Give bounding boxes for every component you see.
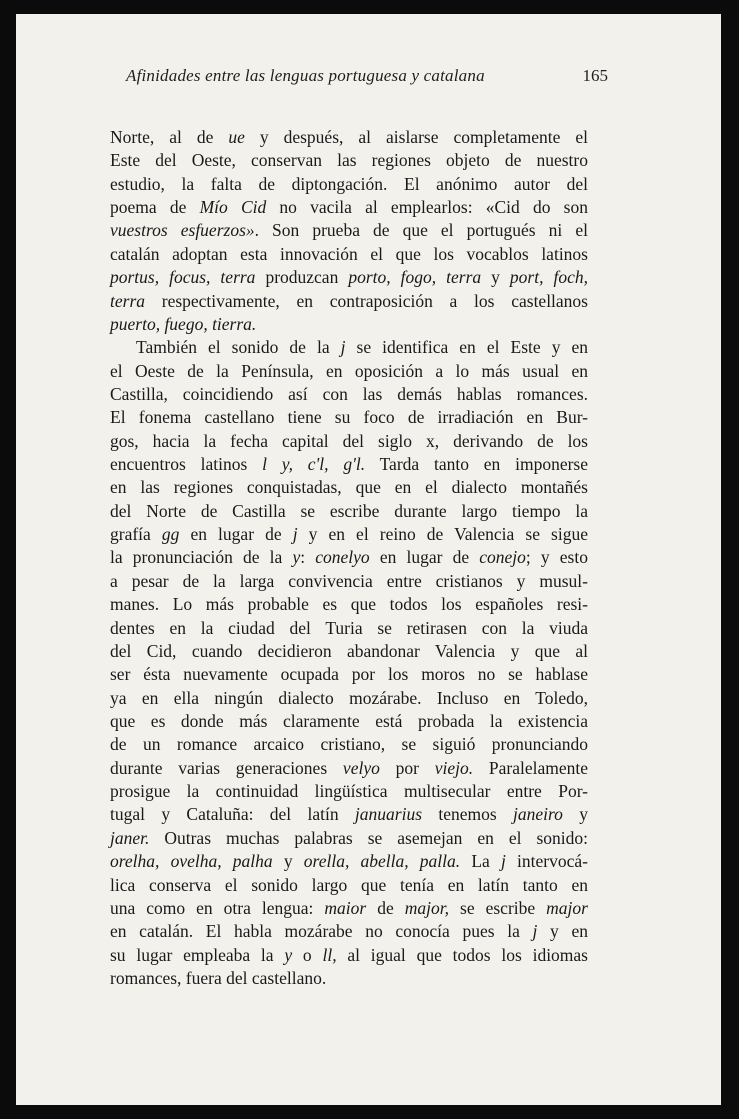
- text-line: [110, 149, 588, 172]
- text-run: su lugar empleaba la: [110, 944, 285, 965]
- text-run: a pesar de la larga convivencia entre cristianos y musul-: [110, 570, 588, 591]
- text-run: grafía: [110, 524, 162, 545]
- text-line: [110, 687, 588, 710]
- text-run: y después, al aislarse completamente el: [244, 127, 588, 147]
- text-run: en lugar de: [369, 547, 480, 568]
- text-line: [110, 243, 588, 266]
- text-line: [110, 944, 588, 967]
- text-run: que es donde más claramente está probada la existencia: [110, 710, 588, 731]
- italic-term: januarius: [354, 804, 423, 825]
- italic-term: j: [532, 921, 538, 942]
- text-run: se escribe: [449, 897, 547, 918]
- text-run: durante varias generaciones: [110, 757, 343, 778]
- text-run: y: [481, 267, 510, 288]
- text-run: y en el reino de Valencia se sigue: [297, 524, 588, 545]
- text-run: o: [292, 944, 323, 965]
- page-number: 165: [582, 66, 608, 85]
- text-run: y en: [537, 921, 588, 942]
- text-line: [110, 593, 588, 616]
- italic-term: conejo: [479, 547, 526, 568]
- text-run: El fonema castellano tiene su foco de irradiación en Bur-: [110, 407, 588, 428]
- text-run: Este del Oeste, conservan las regiones objeto de nuestro: [110, 150, 588, 171]
- italic-term: janer.: [110, 827, 150, 848]
- text-run: tenemos: [422, 804, 514, 825]
- italic-term: gg: [161, 524, 180, 545]
- italic-term: port, foch,: [509, 267, 588, 288]
- italic-term: vuestros esfuerzos»: [110, 220, 255, 241]
- italic-term: y: [284, 944, 293, 965]
- text-line: [110, 920, 588, 943]
- text-run: catalán adoptan esta innovación el que los vocablos latinos: [110, 243, 588, 264]
- text-line: [110, 219, 588, 242]
- text-run: y: [272, 851, 304, 872]
- italic-term: y: [292, 547, 301, 568]
- italic-term: l y, c'l, g'l.: [262, 454, 366, 475]
- body-text: [110, 126, 588, 990]
- italic-term: ue: [228, 127, 245, 147]
- italic-term: j: [340, 337, 346, 358]
- text-line: [110, 500, 588, 523]
- italic-term: ll,: [322, 944, 337, 965]
- text-run: :: [300, 547, 316, 568]
- text-run: Castilla, coincidiendo así con las demás hablas romances.: [110, 383, 588, 404]
- text-line: [110, 336, 588, 359]
- italic-term: orelha, ovelha, palha: [110, 851, 273, 872]
- text-run: del Norte de Castilla se escribe durante largo tiempo la: [110, 500, 588, 521]
- text-run: prosigue la continuidad lingüística multisecular entre Por-: [110, 781, 588, 802]
- text-run: También el sonido de la: [136, 337, 341, 358]
- text-run: de un romance arcaico cristiano, se siguió pronunciando: [110, 734, 588, 755]
- text-run: del Cid, cuando decidieron abandonar Valencia y que al: [110, 640, 588, 661]
- text-run: Norte, al de: [110, 127, 229, 147]
- text-run: intervocá-: [505, 851, 588, 872]
- text-run: Tarda tanto en imponerse: [365, 454, 589, 475]
- text-run: gos, hacia la fecha capital del siglo x, derivando de los: [110, 430, 588, 451]
- text-run: . Son prueba de que el portugués ni el: [254, 220, 588, 241]
- text-run: estudio, la falta de diptongación. El anónimo autor del: [110, 173, 588, 194]
- text-line: [110, 710, 588, 733]
- text-run: ya en ella ningún dialecto mozárabe. Incluso en Toledo,: [110, 687, 588, 708]
- italic-term: j: [501, 851, 506, 872]
- text-run: ser ésta nuevamente ocupada por los moros no se hablase: [110, 664, 588, 685]
- text-run: en las regiones conquistadas, que en el dialecto montañés: [110, 477, 588, 498]
- text-run: Outras muchas palabras se asemejan en el sonido:: [149, 827, 588, 848]
- italic-term: puerto, fuego, tierra.: [110, 313, 257, 334]
- text-line: [110, 757, 588, 780]
- text-line: [110, 453, 588, 476]
- italic-term: porto, fogo, terra: [348, 267, 482, 288]
- text-line: [110, 266, 588, 289]
- text-run: el Oeste de la Península, en oposición a lo más usual en: [110, 360, 588, 381]
- text-run: al igual que todos los idiomas: [336, 944, 588, 965]
- text-run: encuentros latinos: [110, 454, 263, 475]
- italic-term: terra: [110, 290, 145, 311]
- text-line: [110, 383, 588, 406]
- text-run: por: [379, 757, 435, 778]
- text-run: y: [562, 804, 588, 825]
- text-line: [110, 546, 588, 569]
- text-line: [110, 430, 588, 453]
- running-title: Afinidades entre las lenguas portuguesa y catalana: [126, 66, 485, 85]
- text-run: no vacila al emplearlos: «Cid do son: [266, 197, 588, 218]
- italic-term: janeiro: [513, 804, 563, 825]
- italic-term: Mío Cid: [199, 197, 267, 218]
- italic-term: major,: [404, 897, 450, 918]
- text-run: produzcan: [255, 267, 349, 288]
- text-line: [110, 780, 588, 803]
- italic-term: maior: [324, 897, 367, 918]
- text-run: ; y esto: [525, 547, 588, 568]
- text-run: La: [460, 851, 501, 872]
- text-line: [110, 523, 588, 546]
- text-line: [110, 360, 588, 383]
- text-line: [110, 803, 588, 826]
- text-run: manes. Lo más probable es que todos los españoles resi-: [110, 594, 588, 615]
- text-line: [110, 617, 588, 640]
- text-line: [110, 850, 588, 873]
- text-line: [110, 406, 588, 429]
- italic-term: conelyo: [315, 547, 370, 568]
- italic-term: orella, abella, palla.: [303, 851, 461, 872]
- text-line: [110, 570, 588, 593]
- text-run: de: [366, 897, 405, 918]
- text-line: [110, 173, 588, 196]
- text-line: [110, 897, 588, 920]
- text-line: [110, 874, 588, 897]
- text-run: romances, fuera del castellano.: [110, 967, 327, 988]
- italic-term: viejo.: [434, 757, 474, 778]
- italic-term: j: [292, 524, 298, 545]
- italic-term: portus, focus, terra: [110, 267, 256, 288]
- page-header: [126, 66, 608, 96]
- text-line: [110, 733, 588, 756]
- text-run: se identifica en el Este y en: [345, 337, 588, 358]
- italic-term: velyo: [342, 757, 380, 778]
- text-run: lica conserva el sonido largo que tenía en latín tanto en: [110, 874, 588, 895]
- text-line: [110, 827, 588, 850]
- text-line: [110, 313, 588, 336]
- text-run: respectivamente, en contraposición a los castellanos: [145, 290, 588, 311]
- text-run: en catalán. El habla mozárabe no conocía pues la: [110, 921, 533, 942]
- text-run: dentes en la ciudad del Turia se retirasen con la viuda: [110, 617, 588, 638]
- italic-term: major: [546, 897, 588, 918]
- text-run: en lugar de: [179, 524, 293, 545]
- text-line: [110, 126, 588, 149]
- text-line: [110, 196, 588, 219]
- text-line: [110, 640, 588, 663]
- text-line: [110, 290, 588, 313]
- text-run: la pronunciación de la: [110, 547, 293, 568]
- text-run: poema de: [110, 197, 200, 218]
- text-line: [110, 663, 588, 686]
- text-run: tugal y Cataluña: del latín: [110, 804, 355, 825]
- text-line: [110, 476, 588, 499]
- text-line: [110, 967, 588, 990]
- text-run: una como en otra lengua:: [110, 897, 325, 918]
- text-run: Paralelamente: [473, 757, 588, 778]
